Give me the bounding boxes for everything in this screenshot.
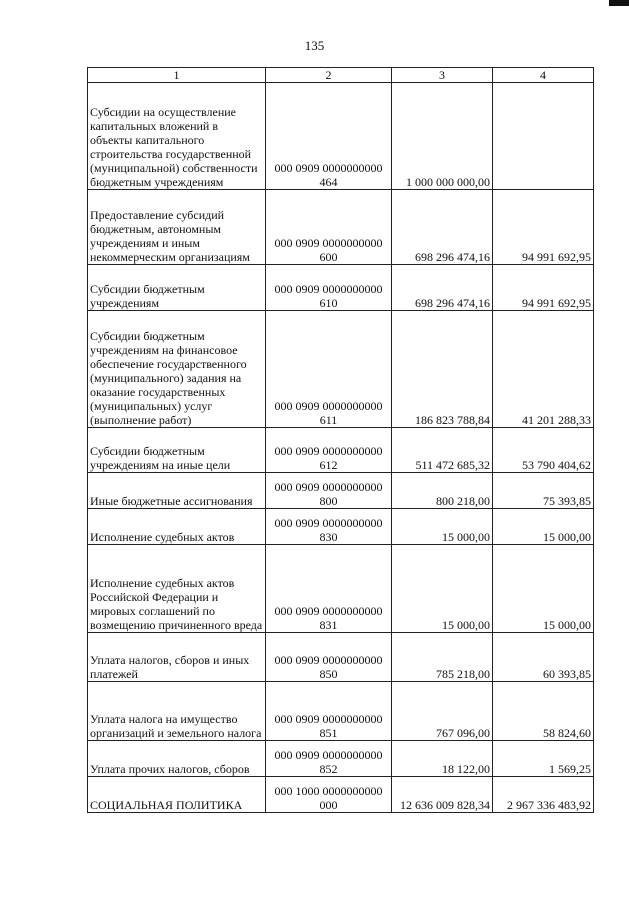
code-prefix: 000 0909 0000000000 [274,748,383,762]
code-prefix: 000 0909 0000000000 [274,444,383,458]
row-code [266,265,392,311]
code-prefix: 000 0909 0000000000 [274,236,383,250]
row-value-col3: 511 472 685,32 [392,428,493,473]
header-col-2: 2 [266,68,392,83]
row-code [266,83,392,190]
row-value-col4: 75 393,85 [493,473,594,509]
code-prefix: 000 0909 0000000000 [274,282,383,296]
table-header-row [88,68,594,83]
code-suffix: 831 [319,618,338,632]
row-value-col3: 12 636 009 828,34 [392,777,493,813]
row-value-col4: 2 967 336 483,92 [493,777,594,813]
row-value-col4: 94 991 692,95 [493,265,594,311]
code-prefix: 000 0909 0000000000 [274,712,383,726]
row-value-col3: 800 218,00 [392,473,493,509]
row-value-col3: 18 122,00 [392,741,493,777]
table-row [88,311,594,428]
row-value-col4: 41 201 288,33 [493,311,594,428]
row-value-col4: 15 000,00 [493,545,594,633]
code-prefix: 000 0909 0000000000 [274,604,383,618]
code-suffix: 852 [319,762,338,776]
row-value-col3: 767 096,00 [392,682,493,741]
row-value-col4: 53 790 404,62 [493,428,594,473]
code-suffix: 600 [319,250,338,264]
row-code [266,473,392,509]
code-suffix: 000 [319,798,338,812]
table-row [88,265,594,311]
code-prefix: 000 1000 0000000000 [274,784,383,798]
row-value-col4: 60 393,85 [493,633,594,682]
row-value-col4: 1 569,25 [493,741,594,777]
row-value-col3: 698 296 474,16 [392,265,493,311]
row-value-col4: 58 824,60 [493,682,594,741]
table-row [88,633,594,682]
code-suffix: 851 [319,726,338,740]
row-value-col4: 94 991 692,95 [493,190,594,265]
code-prefix: 000 0909 0000000000 [274,653,383,667]
code-suffix: 611 [319,413,338,427]
row-name: СОЦИАЛЬНАЯ ПОЛИТИКА [88,777,266,813]
header-col-1: 1 [88,68,266,83]
row-value-col3: 15 000,00 [392,509,493,545]
row-code [266,741,392,777]
page-number: 135 [304,38,325,53]
code-suffix: 830 [319,530,338,544]
row-name: Уплата налогов, сборов и иных платежей [88,633,266,682]
table-row [88,83,594,190]
table-row [88,545,594,633]
row-code [266,777,392,813]
row-code [266,633,392,682]
row-code [266,428,392,473]
row-value-col4: 15 000,00 [493,509,594,545]
row-value-col3: 785 218,00 [392,633,493,682]
row-name: Субсидии на осуществление капитальных вложений в объекты капитального строительства государственной (муниципальной) собственности бюджетным учреждениям [88,83,266,190]
table-row [88,741,594,777]
table-row [88,682,594,741]
row-value-col3: 15 000,00 [392,545,493,633]
code-prefix: 000 0909 0000000000 [274,399,383,413]
corner-mark [609,0,629,6]
budget-table [87,67,594,813]
code-prefix: 000 0909 0000000000 [274,161,383,175]
row-code [266,190,392,265]
code-suffix: 612 [319,458,338,472]
table-row [88,190,594,265]
code-prefix: 000 0909 0000000000 [274,480,383,494]
row-value-col4 [493,83,594,190]
row-name: Предоставление субсидий бюджетным, автономным учреждениям и иным некоммерческим организациям [88,190,266,265]
row-name: Иные бюджетные ассигнования [88,473,266,509]
table-row [88,428,594,473]
row-value-col3: 1 000 000 000,00 [392,83,493,190]
code-prefix: 000 0909 0000000000 [274,516,383,530]
code-suffix: 610 [319,296,338,310]
row-code [266,682,392,741]
row-name: Субсидии бюджетным учреждениям [88,265,266,311]
table-row [88,777,594,813]
table-row [88,473,594,509]
header-col-4: 4 [493,68,594,83]
row-value-col3: 186 823 788,84 [392,311,493,428]
row-code [266,311,392,428]
code-suffix: 850 [319,667,338,681]
header-col-3: 3 [392,68,493,83]
row-name: Уплата прочих налогов, сборов [88,741,266,777]
row-name: Исполнение судебных актов Российской Федерации и мировых соглашений по возмещению причиненного вреда [88,545,266,633]
code-suffix: 464 [319,175,338,189]
row-value-col3: 698 296 474,16 [392,190,493,265]
row-name: Исполнение судебных актов [88,509,266,545]
row-code [266,509,392,545]
row-name: Уплата налога на имущество организаций и земельного налога [88,682,266,741]
row-code [266,545,392,633]
code-suffix: 800 [319,494,338,508]
table-row [88,509,594,545]
row-name: Субсидии бюджетным учреждениям на иные цели [88,428,266,473]
row-name: Субсидии бюджетным учреждениям на финансовое обеспечение государственного (муниципального) задания на оказание государственных (муниципальных) услуг (выполнение работ) [88,311,266,428]
